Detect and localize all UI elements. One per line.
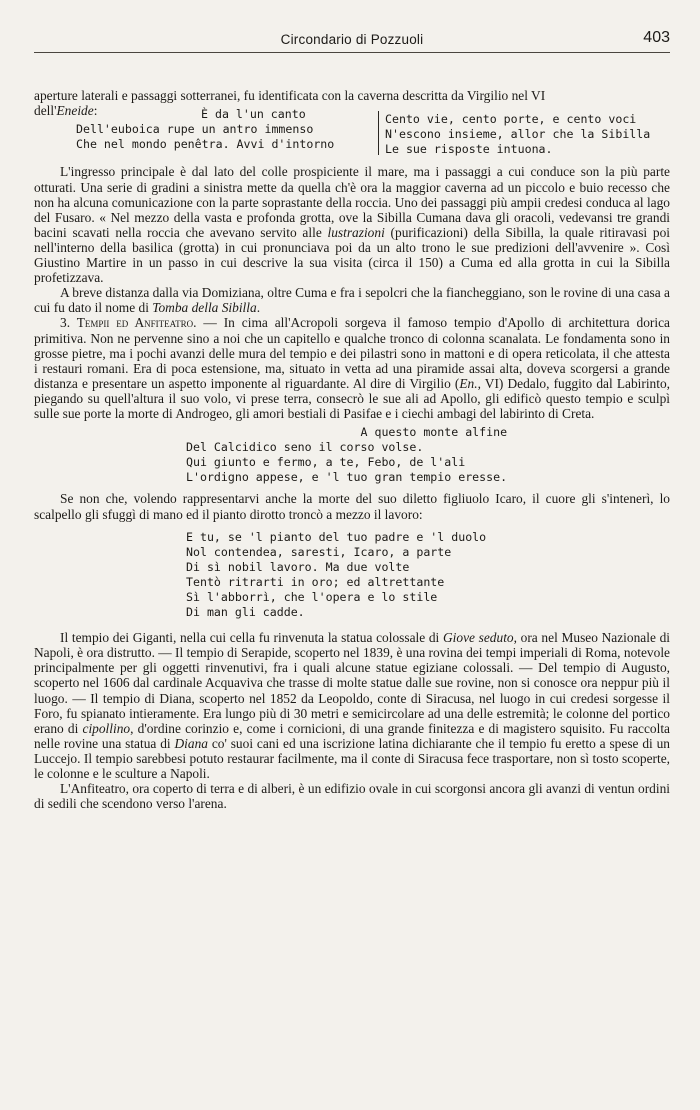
verse-right-column xyxy=(385,107,670,157)
verse-line: Cento vie, cento porte, e cento voci xyxy=(385,112,637,127)
emphasis-en: En. xyxy=(459,375,478,391)
verse-line: Sì l'abborrì, che l'opera e lo stile xyxy=(186,590,438,604)
body-text xyxy=(34,88,670,811)
verse-line: A questo monte alfine xyxy=(186,425,508,440)
intro-line-2-post: : xyxy=(93,103,98,119)
verse-line: N'escono insieme, allor che la Sibilla xyxy=(385,127,651,142)
verse-dedalo xyxy=(34,425,670,485)
verse-line: Che nel mondo penêtra. Avvi d'intorno xyxy=(76,137,335,152)
paragraph-text: (purificazioni) della Sibilla, la quale ritiravasi poi nell'interno della basilica (grotta) in cui pronunciava poi da un alto trono le sue predizioni dell'avvenire ». Così Giustino Martire in un passo in cui descrive la sua visita (circa il 150) a Cuma ed alla grotta in cui la Sibilla profetizzava. xyxy=(34,224,670,286)
paragraph-text: Il tempio dei Giganti, nella cui cella fu rinvenuta la statua colossale di xyxy=(60,630,443,646)
paragraph-anfiteatro xyxy=(34,781,670,811)
verse-icaro xyxy=(34,530,670,621)
paragraph-text: , d'ordine corinzio e, come i cornicioni, di una grande finitezza e di magistero squisito. Fu raccolta nelle rovine una statua di xyxy=(34,720,670,751)
paragraph-text: , ora nel Museo Nazionale di Napoli, è ora distrutto. — Il tempio di Serapide, scoperto nel 1839, è una rovina dei tempi imperiali di Roma, notevole principalmente per gli oggetti rinvenutivi, fra i quali alcune statue egiziane colossali. — Del tempio di Augusto, scoperto nel 1606 dal cardinale Acquaviva che trasse di molte statue dalle sue rovine, non si conosce ora neppur più il luogo. — Il tempio di Diana, scoperto nel 1852 da Leopoldo, conte di Siracusa, nel luogo in cui credesi sorgesse il Foro, fu spianato intieramente. Era lungo più di 30 metri e semicircolare ad una delle estremità; le colonne del portico erano di xyxy=(34,630,671,736)
paragraph-text: Se non che, volendo rappresentarvi anche la morte del suo diletto figliuolo Icaro, il cuore gli s'intenerì, lo scalpello gli sfuggì di mano ed il pianto dirotto troncò a mezzo il lavoro: xyxy=(34,491,670,522)
running-title: Circondario di Pozzuoli xyxy=(280,32,424,47)
paragraph-text: . xyxy=(256,300,261,316)
paragraph-text: — In cima all'Acropoli sorgeva il famoso tempio d'Apollo di architettura dorica primitiva. Non ne pervenne sino a noi che un capitello e qualche tronco di colonna scanalata. Le fondamenta sono in grosse pietre, ma i pochi avanzi delle mura del tempio e dei pilastri sono in mattoni e di opera reticolata, il che attesta i restauri romani. Era di poca estensione, ma, situato in vetta ad una piramide assai alta, doveva scorgersi a grande distanza e presentare un aspetto imponente al riguardante. Al dire di Virgilio ( xyxy=(34,315,670,391)
verse-left-column xyxy=(34,107,372,157)
verse-line: Del Calcidico seno il corso volse. xyxy=(186,440,424,455)
intro-line-2-pre: dell' xyxy=(34,103,57,119)
verse-line: Tentò ritrarti in oro; ed altrettante xyxy=(186,574,445,589)
paragraph-tomba xyxy=(34,285,670,315)
paragraph-text: A breve distanza dalla via Domiziana, oltre Cuma e fra i sepolcri che la fiancheggiano, son le rovine di una casa a cui fu dato il nome di xyxy=(34,285,670,316)
paragraph-text: L'ingresso principale è dal lato del colle prospiciente il mare, ma i passaggi a cui conduce son la più parte otturati. Una serie di gradini a sinistra mette da quella ch'è ora la maggior caverna ad un piccolo e buio recesso che non ha alcuna comunicazione con la parte soprastante della roccia. Uno dei passaggi più ampii credesi conduca al lago del Fusaro. « Nel mezzo della vasta e profonda grotta, ove la Sibilla Cumana dava gli oracoli, vedevansi tre grandi bacini scavati nella roccia che avevano servito alle xyxy=(34,164,670,240)
page-number: 403 xyxy=(643,29,670,46)
verse-line: Le sue risposte intuona. xyxy=(385,142,553,157)
paragraph-text: L'Anfiteatro, ora coperto di terra e di alberi, è un edifizio ovale in cui scorgonsi ancora gli avanzi di ventun ordini di sedili che scendono verso l'arena. xyxy=(34,781,670,812)
emphasis-lustrazioni: lustrazioni xyxy=(327,224,385,240)
verse-line: Qui giunto e fermo, a te, Febo, de l'ali xyxy=(186,455,466,470)
emphasis-cipollino: cipollino xyxy=(82,720,131,736)
section-heading: 3. Tempii ed Anfiteatro. xyxy=(60,315,197,331)
emphasis-tomba-sibilla: Tomba della Sibilla xyxy=(152,300,257,316)
verse-line: L'ordigno appese, e 'l tuo gran tempio eresse. xyxy=(186,470,508,485)
paragraph-icaro xyxy=(34,491,670,521)
paragraph-text: , VI) Dedalo, fuggito dal Labirinto, piegando su quell'altura il suo volo, vi prese terra, consecrò le sue ali ad Apollo, gli edificò questo tempio e sculpì sulle sue porte la morte di Androgeo, gli amori bestiali di Pasifae e i ciechi ambagi del labirinto di Creta. xyxy=(34,375,670,421)
verse-virgil-columns xyxy=(34,107,670,157)
emphasis-giove-seduto: Giove seduto xyxy=(442,630,514,646)
verse-line: Di man gli cadde. xyxy=(186,605,305,620)
verse-line: Dell'euboica rupe un antro immenso xyxy=(76,122,314,137)
emphasis-diana: Diana xyxy=(174,735,208,751)
paragraph-ingresso xyxy=(34,164,670,285)
eneide-title: Eneide xyxy=(56,103,94,119)
verse-line: È da l'un canto xyxy=(201,107,306,122)
paragraph-text: co' suoi cani ed una iscrizione latina dichiarante che il tempio fu eretto a spese di un Luccejo. Il tempio sarebbesi potuto restaurar facilmente, ma il conte di Siracusa fece trasportare, non sì tosto scoperte, le colonne e le sculture a Napoli. xyxy=(34,735,670,782)
verse-line: Di sì nobil lavoro. Ma due volte xyxy=(186,559,410,574)
paragraph-tempii-giganti xyxy=(34,630,670,781)
verse-line: Nol contendea, saresti, Icaro, a parte xyxy=(186,544,452,559)
column-divider xyxy=(378,111,379,155)
intro-line-1: aperture laterali e passaggi sotterranei, fu identificata con la caverna descritta da Virgilio nel VI xyxy=(34,88,546,103)
running-header xyxy=(34,30,670,53)
paragraph-tempii xyxy=(34,315,670,421)
verse-line: E tu, se 'l pianto del tuo padre e 'l duolo xyxy=(186,529,487,544)
